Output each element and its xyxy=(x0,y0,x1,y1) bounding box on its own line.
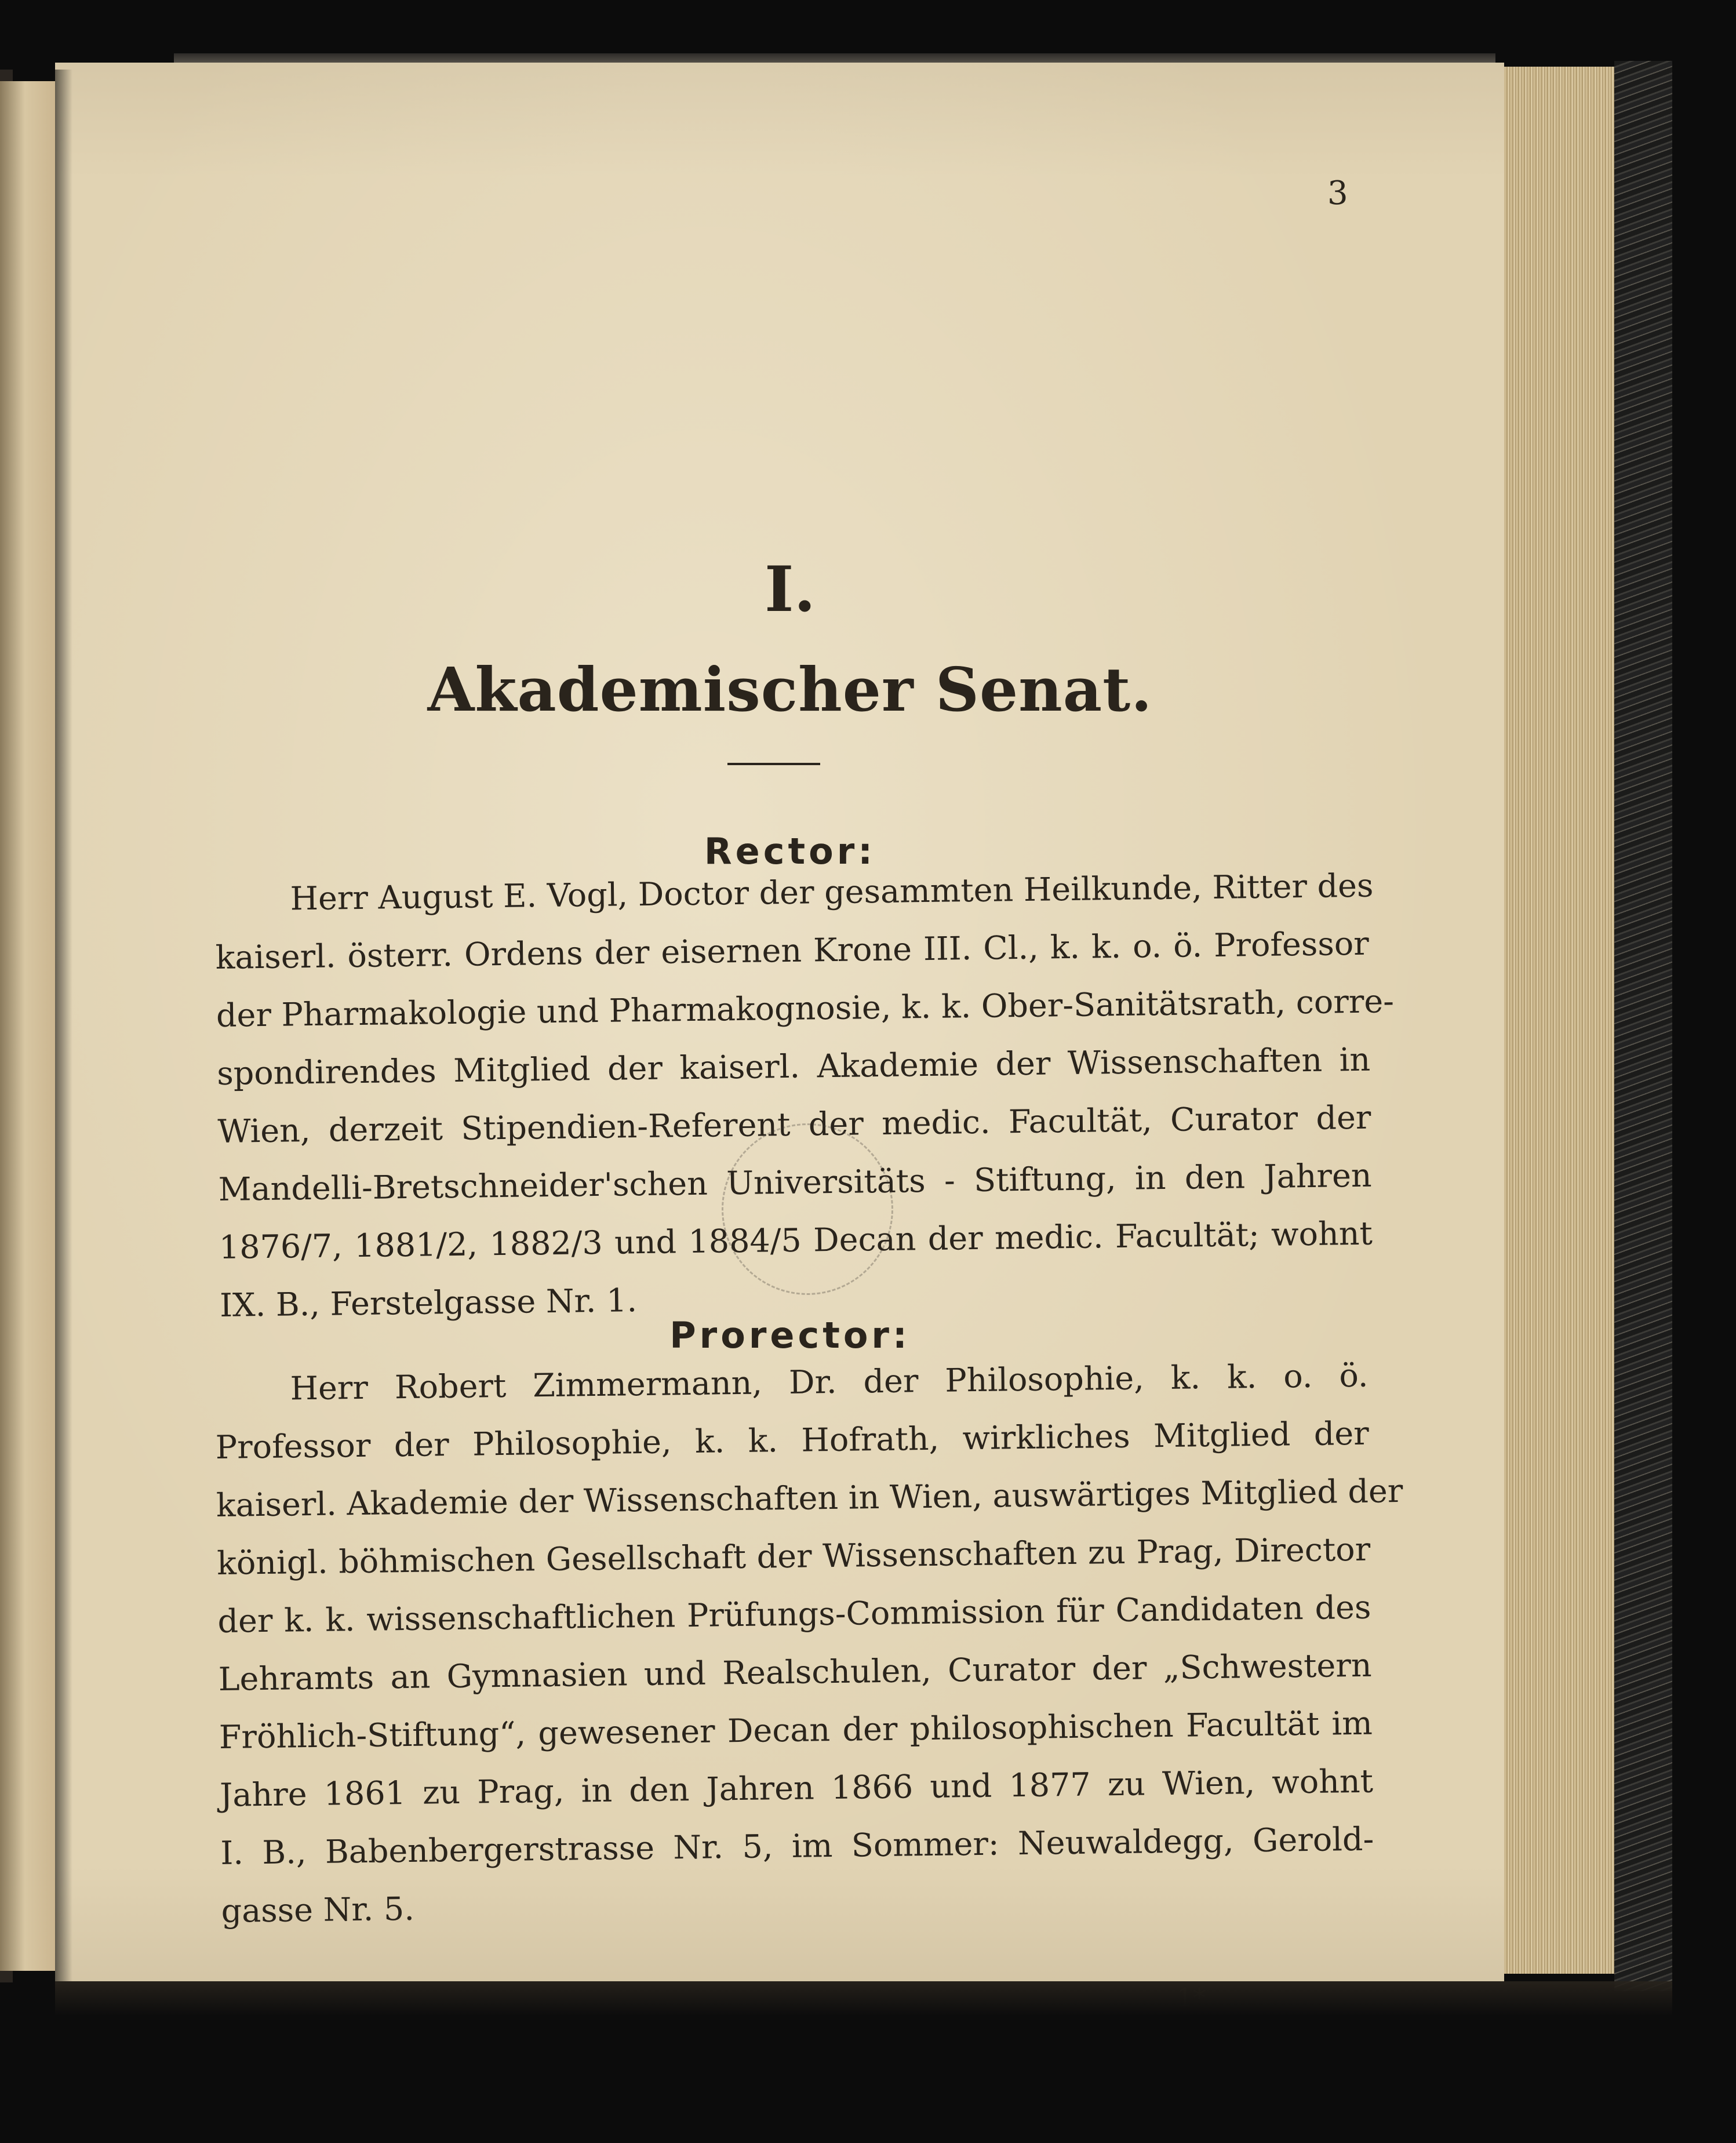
rector-heading: Rector: xyxy=(704,830,876,872)
rector-line: Mandelli-Bretschneider'schen Universitäts - Stiftung, in den Jahren xyxy=(218,1156,1372,1209)
page-block-edges xyxy=(1504,67,1616,1974)
gutter-shadow xyxy=(55,70,72,1982)
rector-line: 1876/7, 1881/2, 1882/3 und 1884/5 Decan der medic. Facultät; wohnt xyxy=(219,1214,1373,1267)
left-page-edge xyxy=(0,81,59,1971)
prorector-line: gasse Nr. 5. xyxy=(221,1890,415,1930)
right-cover-board xyxy=(1614,61,1672,1991)
prorector-line: I. B., Babenbergerstrasse Nr. 5, im Sommer: Neuwaldegg, Gerold- xyxy=(220,1820,1374,1872)
prorector-heading: Prorector: xyxy=(669,1314,911,1356)
section-numeral: I. xyxy=(764,553,816,626)
prorector-line: Lehramts an Gymnasien und Realschulen, Curator der „Schwestern xyxy=(218,1646,1372,1698)
rector-line: der Pharmakologie und Pharmakognosie, k. k. Ober-Sanitätsrath, corre- xyxy=(216,983,1395,1035)
rector-line: spondirendes Mitglied der kaiserl. Akademie der Wissenschaften in xyxy=(216,1040,1371,1093)
rector-line: Herr August E. Vogl, Doctor der gesammten Heilkunde, Ritter des xyxy=(290,867,1374,918)
title-rule xyxy=(727,763,820,765)
prorector-line: Jahre 1861 zu Prag, in den Jahren 1866 und 1877 zu Wien, wohnt xyxy=(219,1762,1374,1814)
library-stamp xyxy=(722,1123,893,1295)
page-number: 3 xyxy=(1327,174,1348,212)
prorector-line: königl. böhmischen Gesellschaft der Wissenschaften zu Prag, Director xyxy=(216,1530,1371,1582)
section-title: Akademischer Senat. xyxy=(427,654,1153,725)
book-page xyxy=(55,63,1504,1981)
prorector-line: Professor der Philosophie, k. k. Hofrath, wirkliches Mitglied der xyxy=(215,1414,1370,1467)
bottom-shadow xyxy=(55,1981,1672,2016)
prorector-line: Fröhlich-Stiftung“, gewesener Decan der philosophischen Facultät im xyxy=(219,1704,1373,1756)
rector-line: Wien, derzeit Stipendien-Referent der medic. Facultät, Curator der xyxy=(217,1098,1371,1151)
prorector-line: der k. k. wissenschaftlichen Prüfungs-Commission für Candidaten des xyxy=(217,1588,1371,1640)
prorector-line: kaiserl. Akademie der Wissenschaften in Wien, auswärtiges Mitglied der xyxy=(216,1472,1403,1525)
prorector-entry xyxy=(214,1347,1403,1941)
rector-line: kaiserl. österr. Ordens der eisernen Krone III. Cl., k. k. o. ö. Professor xyxy=(215,925,1370,977)
prorector-line: Herr Robert Zimmermann, Dr. der Philosophie, k. k. o. ö. xyxy=(290,1356,1369,1408)
rector-line: IX. B., Ferstelgasse Nr. 1. xyxy=(219,1282,638,1325)
